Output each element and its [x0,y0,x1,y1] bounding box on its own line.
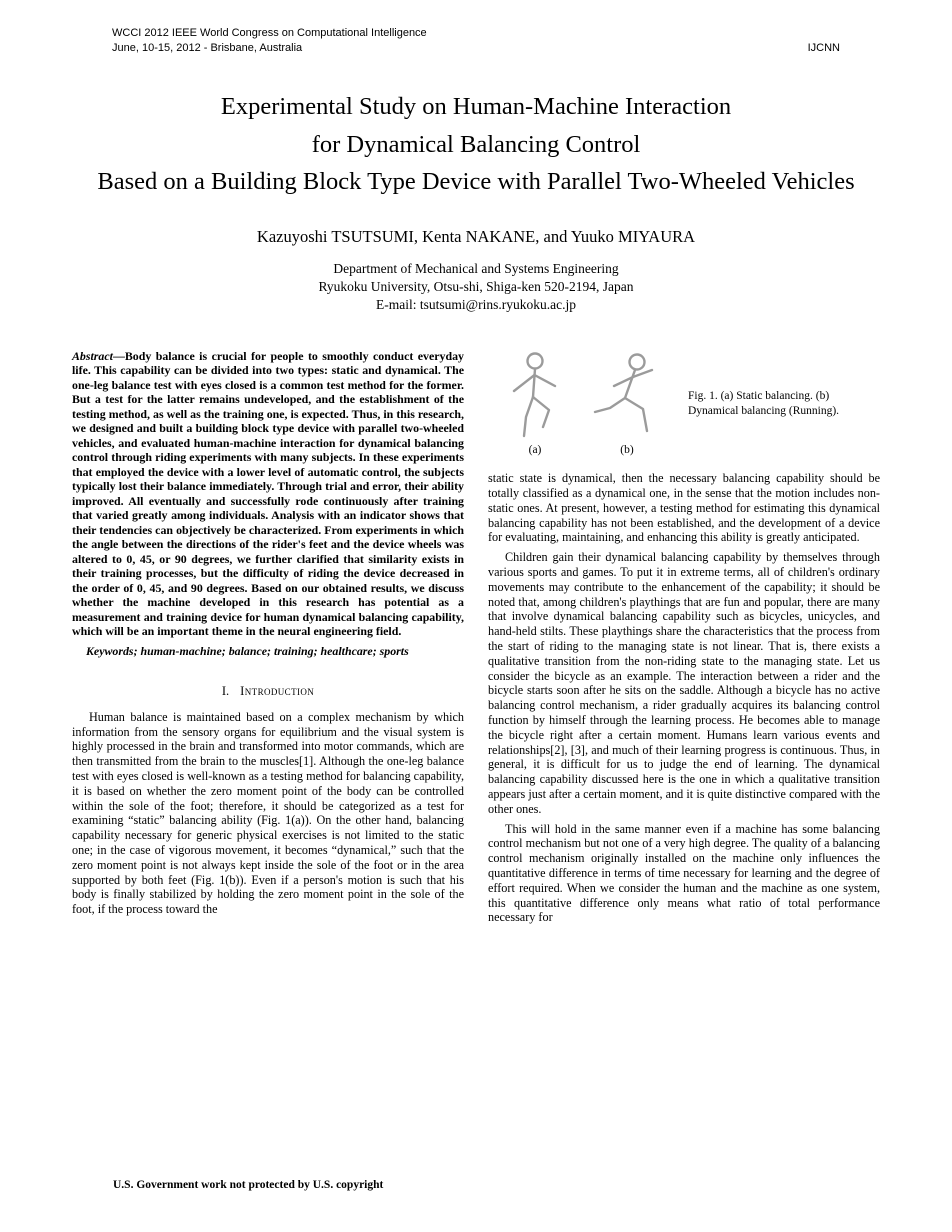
static-balancing-person-icon [496,351,574,441]
section-title: Introduction [240,684,315,698]
affiliation-email: E-mail: tsutsumi@rins.ryukoku.ac.jp [376,296,576,312]
track-label: IJCNN [807,41,840,54]
keywords-line: Keywords; human-machine; balance; training; healthcare; sports [86,643,409,658]
running-person-icon [584,351,670,441]
title-line-2: for Dynamical Balancing Control [311,130,641,158]
conference-name: WCCI 2012 IEEE World Congress on Computational Intelligence [112,27,427,39]
title-line-1: Experimental Study on Human-Machine Interaction [220,93,732,120]
figure-sublabel-b: (b) [620,443,634,456]
abstract-text: —Body balance is crucial for people to smoothly conduct everyday life. This capability can be divided into two types: static and dynamical. The one-leg balance test with eyes closed is a common test method for the former. But a test for the latter remains undeveloped, and the establishment of the testing method, as well as the training one, is expected. Thus, in this research, we designed and built a building block type device with parallel two-wheeled vehicles, and evaluated human-machine interaction for dynamical balancing control through riding experiments with many subjects. In these experiments that employed the device with a lower level of automatic control, the subjects typically lost their balance immediately. Through trial and error, their ability improved. All eventually and successfully rode continuously after training that varied greatly among individuals. Analysis with an indicator shows that their tendencies can objectively be characterized. From experiments in which the angle between the directions of the rider's feet and the device wheels was altered to 0, 45, or 90 degrees, we further clarified that similarity exists in their training processes, but the difficulty of riding the device decreased in the order of 0, 45, and 90 degrees. Based on our obtained results, we discuss whether the machine developed in this research has potential as a measurement and training device for human dynamical balancing capability, which will be an important theme in the neural engineering field. [72,348,464,638]
running-header [72,26,880,55]
right-column [488,349,880,926]
affiliation-block [72,260,880,314]
affiliation-department: Department of Mechanical and Systems Engineering [333,260,619,276]
figure-sublabel-a: (a) [528,443,542,456]
section-number: I. [221,684,230,698]
affiliation-university: Ryukoku University, Otsu-shi, Shiga-ken 520-2194, Japan [318,278,634,294]
left-column [72,349,464,926]
conference-info [112,26,427,55]
abstract-paragraph [72,349,464,639]
body-paragraph-children: Children gain their dynamical balancing capability by themselves through various sports and games. To put it in extreme terms, all of children's ordinary movements may contribute to the enhancement of the capability; it should be noted that, among children's playthings that are fun and popular, there are many that involve dynamical balancing capability such as bicycles, unicycles, and hand-held stilts. These playthings share the characteristics that the process from the start of riding to the managing state is not linear. That is, there exists a qualitative transition from the non-riding state to the managing state. Let us consider the bicycle as an example. The interaction between a rider and the bicycle starts soon after he sits on the saddle. Although a bicycle has no active balancing control mechanism, a rider gradually acquires its balancing control function by himself through the learning process. He becomes able to manage the bicycle right after a certain moment. Humans learn various events and relationships[2], [3], and much of their learning progress is continuous. Thus, in general, it is difficult for us to judge the end of learning. The dynamical balancing capability discussed here is the one in which a qualitative transition appears just after a certain moment, and it is quite distinctive compared with the other ones. [488,550,880,816]
intro-paragraph: Human balance is maintained based on a complex mechanism by which information from the sensory organs for equilibrium and the visual system is highly processed in the brain and transformed into motor commands, which are then transmitted from the brain to the muscles[1]. Although the one-leg balance test with eyes closed is well-known as a testing method for balancing capability, it is based on whether the zero moment point of the body can be controlled within the sole of the foot; therefore, it should be categorized as a test for examining “static” balancing ability (Fig. 1(a)). On the other hand, balancing capability necessary for generic physical exercises is not limited to the static one; in the case of vigorous movement, it becomes “dynamical,” such that the zero moment point is not always kept inside the sole of the foot or in the area supported by both feet (Fig. 1(b)). Even if a person's motion is such that his body is finally stabilized by holding the zero moment point in the sole of the foot, if the process toward the [72,709,464,917]
body-paragraph-machine: This will hold in the same manner even if a machine has some balancing control mechanism but not one of a very high degree. The quality of a balancing control mechanism originally installed on the machine only influences the quantitative difference in terms of time necessary for learning and the degree of effort required. When we consider the human and the machine as one system, this quantitative difference only means what ratio of total performance necessary for [488,821,880,925]
authors-line: Kazuyoshi TSUTSUMI, Kenta NAKANE, and Yuuko MIYAURA [256,226,696,246]
copyright-notice: U.S. Government work not protected by U.S. copyright [113,1179,384,1191]
abstract-label: Abstract [72,348,113,363]
paper-title [72,88,880,201]
figure-1a [496,351,574,458]
figure-1 [496,351,880,458]
body-paragraph-continuation: static state is dynamical, then the necessary balancing capability should be totally classified as a dynamical one, in the sense that the motion includes non-static ones. At present, however, a testing method for estimating this dynamical balancing capability has not been established, and the development of a device for evaluating, maintaining, and enhancing this ability is greatly anticipated. [488,471,880,545]
figure-1b [584,351,670,458]
title-line-3: Based on a Building Block Type Device with Parallel Two-Wheeled Vehicles [97,168,855,195]
figure-1-caption: Fig. 1. (a) Static balancing. (b) Dynamical balancing (Running). [688,389,840,417]
conference-date-location: June, 10-15, 2012 - Brisbane, Australia [112,41,303,54]
figure-1-images [496,351,670,458]
section-heading-introduction [72,684,464,699]
two-column-body [72,349,880,926]
